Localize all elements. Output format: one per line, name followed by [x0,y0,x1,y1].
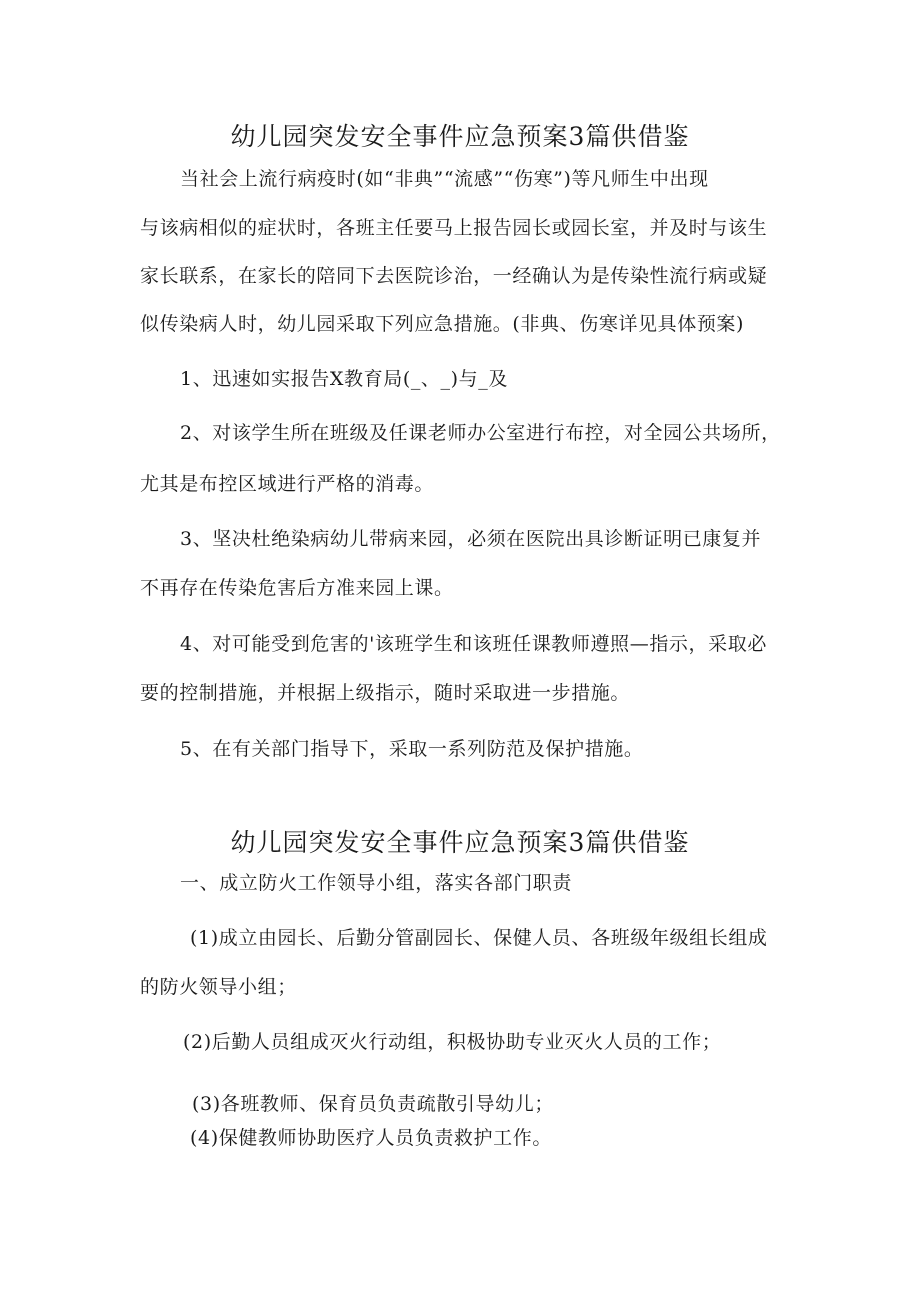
intro-line-4: 似传染病人时，幼儿园采取下列应急措施。(非典、伤寒详见具体预案) [140,313,745,335]
measure-3-line-2: 不再存在传染危害后方准来园上课。 [140,577,454,599]
intro-line-1: 当社会上流行病疫时(如“非典”“流感”“伤寒”)等凡师生中出现 [180,168,709,190]
measure-4-line-2: 要的控制措施，并根据上级指示，随时采取进一步措施。 [140,682,631,704]
duty-1-line-1: (1)成立由园长、后勤分管副园长、保健人员、各班级年级组长组成 [190,927,768,949]
section-2-heading: 一、成立防火工作领导小组，落实各部门职责 [180,872,573,894]
duty-1-line-2: 的防火领导小组； [140,976,297,998]
document-title: 幼儿园突发安全事件应急预案3篇供借鉴 [230,122,690,151]
duty-2: (2)后勤人员组成灭火行动组，积极协助专业灭火人员的工作； [183,1031,722,1053]
duty-4: (4)保健教师协助医疗人员负责救护工作。 [190,1127,552,1149]
section-2-title: 幼儿园突发安全事件应急预案3篇供借鉴 [230,828,690,857]
measure-4-line-1: 4、对可能受到危害的'该班学生和该班任课教师遵照—指示，采取必 [180,633,767,655]
duty-3: (3)各班教师、保育员负责疏散引导幼儿； [192,1093,554,1115]
measure-5: 5、在有关部门指导下，采取一系列防范及保护措施。 [180,738,644,760]
measure-2-line-1: 2、对该学生所在班级及任课老师办公室进行布控，对全园公共场所， [180,422,781,444]
measure-2-line-2: 尤其是布控区域进行严格的消毒。 [140,473,435,495]
intro-line-3: 家长联系，在家长的陪同下去医院诊治，一经确认为是传染性流行病或疑 [140,265,768,287]
measure-1: 1、迅速如实报告X教育局(_、_)与_及 [180,368,508,390]
measure-3-line-1: 3、坚决杜绝染病幼儿带病来园，必须在医院出具诊断证明已康复并 [180,528,762,550]
intro-line-2: 与该病相似的症状时，各班主任要马上报告园长或园长室，并及时与该生 [140,217,768,239]
